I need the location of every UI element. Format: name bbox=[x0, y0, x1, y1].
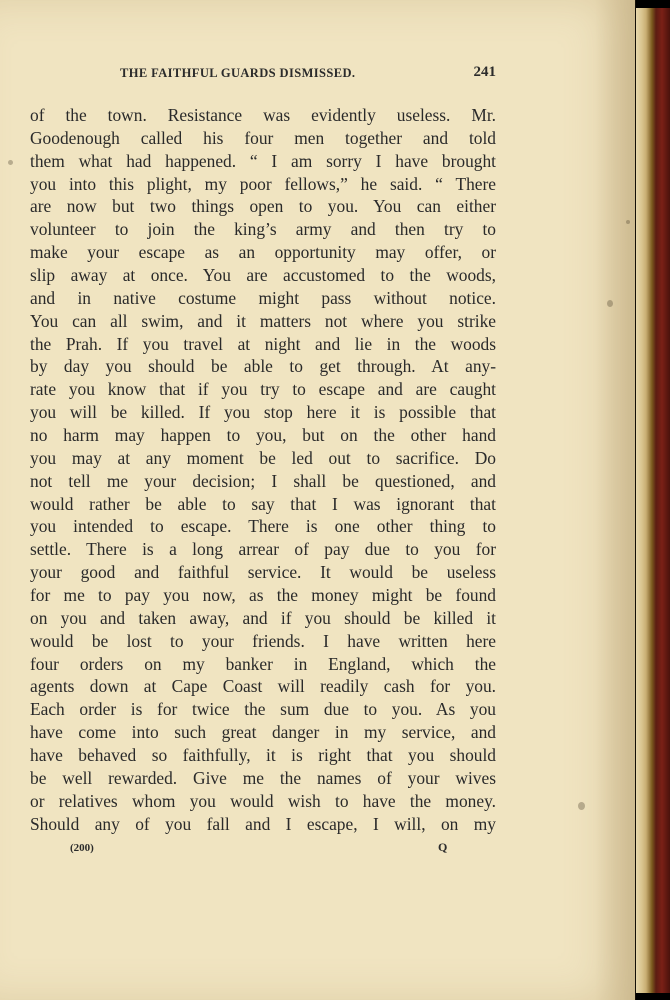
body-text bbox=[30, 104, 496, 836]
text-line: of the town. Resistance was evidently useless. Mr. bbox=[30, 105, 496, 125]
text-line: your good and faithful service. It would be useless bbox=[30, 562, 496, 583]
paper-blemish bbox=[8, 160, 13, 165]
text-line: have come into such great danger in my service, and bbox=[30, 722, 496, 743]
paper-blemish bbox=[578, 802, 585, 810]
paper-blemish bbox=[626, 220, 630, 224]
text-line: agents down at Cape Coast will readily cash for you. bbox=[30, 676, 496, 697]
text-line: make your escape as an opportunity may offer, or bbox=[30, 242, 496, 263]
text-line: by day you should be able to get through. At any- bbox=[30, 356, 496, 377]
text-line: and in native costume might pass without notice. bbox=[30, 287, 496, 308]
text-line: are now but two things open to you. You can either bbox=[30, 196, 496, 217]
text-line: Should any of you fall and I escape, I will, on my bbox=[30, 813, 496, 834]
text-line: four orders on my banker in England, which the bbox=[30, 653, 496, 674]
page-gutter-shade bbox=[595, 0, 636, 1000]
page-footer bbox=[30, 840, 496, 858]
text-line: You can all swim, and it matters not where you strike bbox=[30, 310, 496, 331]
text-line: would rather be able to say that I was ignorant that bbox=[30, 493, 496, 514]
signature-mark: (200) bbox=[70, 842, 94, 854]
text-line: slip away at once. You are accustomed to the woods, bbox=[30, 265, 496, 286]
text-line: have behaved so faithfully, it is right that you should bbox=[30, 745, 496, 766]
text-line: be well rewarded. Give me the names of your wives bbox=[30, 767, 496, 788]
paper-blemish bbox=[607, 300, 613, 307]
text-line: you into this plight, my poor fellows,” he said. “ There bbox=[30, 173, 496, 194]
text-line: them what had happened. “ I am sorry I have brought bbox=[30, 150, 496, 171]
page-header bbox=[30, 66, 496, 88]
text-line: for me to pay you now, as the money might be found bbox=[30, 585, 496, 606]
text-line: Each order is for twice the sum due to you. As you bbox=[30, 699, 496, 720]
gathering-mark: Q bbox=[438, 840, 448, 854]
text-line: on you and taken away, and if you should be killed it bbox=[30, 607, 496, 628]
book-page-edges bbox=[636, 8, 670, 993]
text-line: Goodenough called his four men together and told bbox=[30, 127, 496, 148]
text-line: no harm may happen to you, but on the other hand bbox=[30, 425, 496, 446]
page-number: 241 bbox=[473, 64, 496, 80]
text-line: rate you know that if you try to escape and are caught bbox=[30, 379, 496, 400]
text-line: or relatives whom you would wish to have the money. bbox=[30, 790, 496, 811]
text-line: you intended to escape. There is one other thing to bbox=[30, 516, 496, 537]
text-line: you may at any moment be led out to sacrifice. Do bbox=[30, 447, 496, 468]
text-line: the Prah. If you travel at night and lie in the woods bbox=[30, 333, 496, 354]
text-line: volunteer to join the king’s army and then try to bbox=[30, 219, 496, 240]
text-line: you will be killed. If you stop here it is possible that bbox=[30, 402, 496, 423]
running-head: THE FAITHFUL GUARDS DISMISSED. bbox=[120, 66, 356, 80]
text-line: settle. There is a long arrear of pay due to you for bbox=[30, 539, 496, 560]
text-line: not tell me your decision; I shall be questioned, and bbox=[30, 470, 496, 491]
text-line: would be lost to your friends. I have written here bbox=[30, 630, 496, 651]
